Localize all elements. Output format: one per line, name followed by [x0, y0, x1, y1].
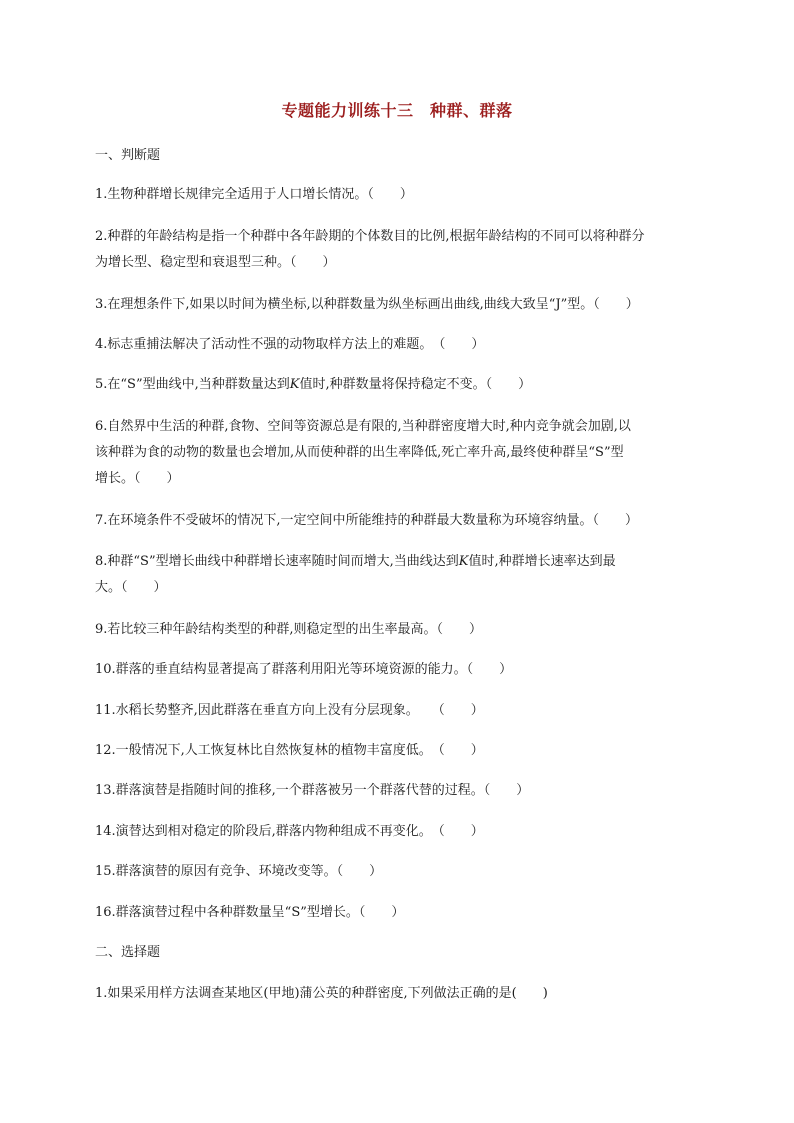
question-15: 15.群落演替的原因有竞争、环境改变等。（ ）	[95, 864, 383, 879]
question-6-line-1: 6.自然界中生活的种群,食物、空间等资源总是有限的,当种群密度增大时,种内竞争就会加剧,以	[95, 419, 631, 434]
question-3: 3.在理想条件下,如果以时间为横坐标,以种群数量为纵坐标画出曲线,曲线大致呈“J”型。（ ）	[95, 297, 639, 312]
question-13: 13.群落演替是指随时间的推移,一个群落被另一个群落代替的过程。（ ）	[95, 783, 530, 798]
question-16: 16.群落演替过程中各种群数量呈“S”型增长。（ ）	[95, 905, 405, 920]
question-7: 7.在环境条件不受破坏的情况下,一定空间中所能维持的种群最大数量称为环境容纳量。（ ）	[95, 513, 639, 528]
question-12: 12.一般情况下,人工恢复林比自然恢复林的植物丰富度低。 （ ）	[95, 743, 484, 758]
question-9: 9.若比较三种年龄结构类型的种群,则稳定型的出生率最高。（ ）	[95, 622, 483, 637]
question-2-line-2: 为增长型、稳定型和衰退型三种。（ ）	[95, 255, 336, 270]
question-2-line-1: 2.种群的年龄结构是指一个种群中各年龄期的个体数目的比例,根据年龄结构的不同可以将种群分	[95, 229, 645, 244]
question-14: 14.演替达到相对稳定的阶段后,群落内物种组成不再变化。 （ ）	[95, 824, 484, 839]
question-8-line-1	[95, 549, 705, 575]
question-4: 4.标志重捕法解决了活动性不强的动物取样方法上的难题。 （ ）	[95, 337, 485, 352]
question-10: 10.群落的垂直结构显著提高了群落利用阳光等环境资源的能力。（ ）	[95, 662, 513, 677]
question-5-part-2: 值时,种群数量将保持稳定不变。（ ）	[299, 377, 532, 392]
question-11: 11.水稻长势整齐,因此群落在垂直方向上没有分层现象。 （ ）	[95, 703, 484, 718]
choice-question-1: 1.如果采用样方法调查某地区(甲地)蒲公英的种群密度,下列做法正确的是( )	[95, 986, 548, 1001]
question-5	[95, 372, 705, 398]
question-6-line-2: 该种群为食的动物的数量也会增加,从而使种群的出生率降低,死亡率升高,最终使种群呈“S”型	[95, 445, 624, 460]
section-heading-judgment: 一、判断题	[95, 148, 161, 163]
question-8-part-2: 值时,种群增长速率达到最	[468, 554, 616, 569]
k-value-symbol: K	[458, 554, 469, 569]
k-value-symbol: K	[289, 377, 300, 392]
page-title: 专题能力训练十三 种群、群落	[281, 101, 513, 120]
question-1: 1.生物种群增长规律完全适用于人口增长情况。（ ）	[95, 187, 413, 202]
section-heading-choice: 二、选择题	[95, 945, 161, 960]
question-8-line-2: 大。（ ）	[95, 580, 167, 595]
question-5-part-1: 5.在“S”型曲线中,当种群数量达到	[95, 377, 290, 392]
question-6-line-3: 增长。（ ）	[95, 471, 180, 486]
question-8-part-1: 8.种群“S”型增长曲线中种群增长速率随时间而增大,当曲线达到	[95, 554, 459, 569]
